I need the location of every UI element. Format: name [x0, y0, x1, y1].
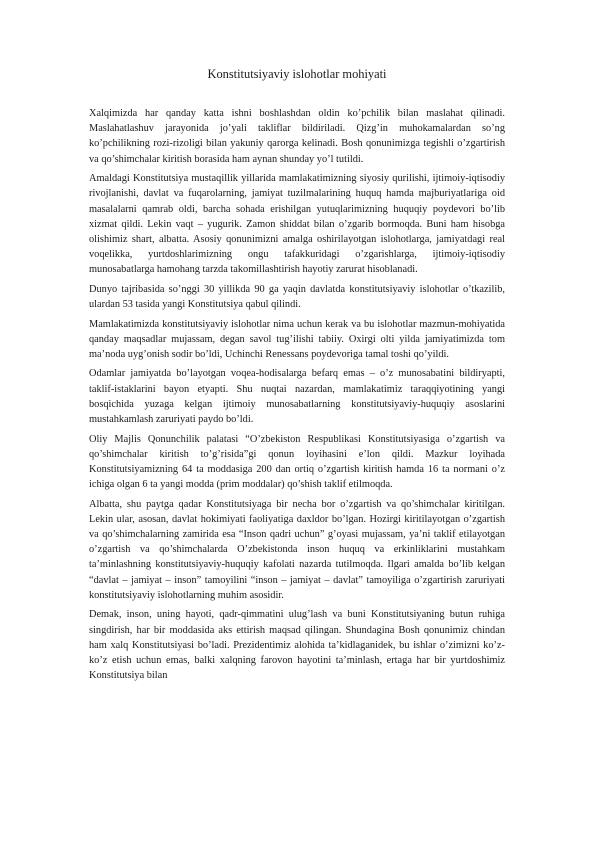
paragraph: Oliy Majlis Qonunchilik palatasi “O’zbekiston Respublikasi Konstitutsiyasiga o’zgartish va qo’shimchalar kiritish to’g’risida”gi qonun loyihasini e’lon qildi. Mazkur loyihada Konstitutsiyamizning 64 ta moddasiga 200 dan ortiq o’zgartish kiritish hamda 16 ta normani o’z ichiga olgan 6 ta yangi modda (prim moddalar) qo’shish taklif etilmoqda.	[89, 433, 505, 491]
document-page	[89, 66, 505, 688]
paragraph: Odamlar jamiyatda bo’layotgan voqea-hodisalarga befarq emas – o’z munosabatini bildiryapti, taklif-istaklarini bayon etyapti. Shu nuqtai nazardan, mamlakatimiz taraqqiyotining yangi bosqichida yuzaga kelgan ijtimoiy munosabatlarning konstitutsiyaviy-huquqiy asoslarini mustahkamlash zaruriyati paydo bo’ldi.	[89, 368, 505, 426]
paragraph: Dunyo tajribasida so’nggi 30 yillikda 90 ga yaqin davlatda konstitutsiyaviy islohotlar o’tkazilib, ulardan 53 tasida yangi Konstitutsiya qabul qilindi.	[89, 283, 505, 311]
paragraph: Amaldagi Konstitutsiya mustaqillik yillarida mamlakatimizning siyosiy qurilishi, ijtimoiy-iqtisodiy rivojlanishi, davlat va fuqarolarning, jamiyat tuzilmalarining huquq hamda majburiyatlariga oid masalalarni qamrab oldi, barcha sohada erishilgan yutuqlarimizning huquqiy poydevori bo’lib xizmat qildi. Lekin vaqt – yugurik. Zamon shiddat bilan o’zgarib bormoqda. Buni ham hisobga olishimiz shart, albatta. Asosiy qonunimizni amalga oshirilayotgan islohotlarga, jamiyatdagi real voqelikka, yurtdoshlarimizning ongu tafakkuridagi o’zgarishlarga, ijtimoiy-iqtisodiy munosabatlarga hamohang tarzda takomillashtirish hayotiy zarurat hisoblanadi.	[89, 173, 505, 276]
paragraph: Albatta, shu paytga qadar Konstitutsiyaga bir necha bor o’zgartish va qo’shimchalar kiritilgan. Lekin ular, asosan, davlat hokimiyati faoliyatiga daxldor bo’lgan. Hozirgi kiritilayotgan o’zgartish va qo’shimchalarning zamirida esa “Inson qadri uchun” g’oyasi mujassam, ya’ni taklif etilayotgan o’zgartish va qo’shimchalarda O’zbekistonda inson huquq va erkinliklarini mustahkam ta’minlashning konstitutsiyaviy-huquqiy kafolati nazarda tutilmoqda. Ilgari amalda bo’lib kelgan “davlat – jamiyat – inson” tamoyilini “inson – jamiyat – davlat” tamoyiliga o’zgartirish zaruriyati konstitutsiyaviy islohotlarning muhim asosidir.	[89, 498, 505, 601]
document-body	[89, 106, 505, 683]
document-title: Konstitutsiyaviy islohotlar mohiyati	[207, 67, 387, 81]
paragraph: Demak, inson, uning hayoti, qadr-qimmatini ulug’lash va buni Konstitutsiyaning butun ruhiga singdirish, har bir moddasida aks ettirish maqsad qilingan. Shundagina Bosh qonunimiz chindan ham xalq Konstitutsiyasi bo’ladi. Prezidentimiz alohida ta’kidlaganidek, bu ishlar o’zimizni ko’z-ko’z etish uchun emas, balki xalqning farovon hayotini ta’minlash, ertaga har bir yurtdoshimiz Konstitutsiya bilan	[89, 609, 505, 682]
paragraph: Mamlakatimizda konstitutsiyaviy islohotlar nima uchun kerak va bu islohotlar mazmun-mohiyatida qanday maqsadlar mujassam, degan savol tug’ilishi tabiiy. Oxirgi olti yilda jamiyatimizda tom ma’noda uyg’onish sodir bo’ldi, Uchinchi Renessans poydevoriga tamal toshi qo’yildi.	[89, 318, 505, 360]
paragraph: Xalqimizda har qanday katta ishni boshlashdan oldin ko’pchilik bilan maslahat qilinadi. Maslahatlashuv jarayonida jo’yali takliflar bildiriladi. Qizg’in muhokamalardan so’ng ko’pchilikning rozi-rizoligi bilan yakuniy qarorga kelinadi. Bosh qonunimizga tegishli o’zgartirish va qo’shimchalar kiritish borasida ham aynan shunday yo’l tutildi.	[89, 108, 505, 165]
